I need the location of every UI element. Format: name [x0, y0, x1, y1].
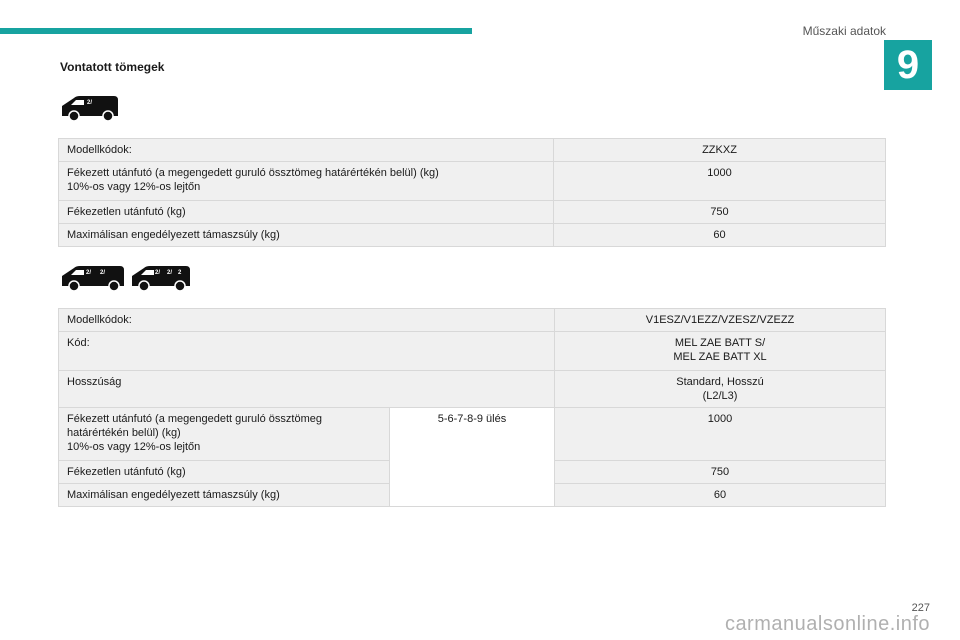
row-label: Fékezett utánfutó (a megengedett guruló össztömeg határértékén belül) (kg) 10%-os vagy 12%-os lejtőn [59, 408, 390, 461]
row-value: 1000 [554, 162, 886, 201]
row-value: MEL ZAE BATT S/ MEL ZAE BATT XL [555, 332, 886, 371]
svg-text:2/: 2/ [155, 270, 161, 276]
table-row [59, 371, 886, 408]
chapter-badge: 9 [884, 40, 932, 90]
header-accent-bar [0, 28, 472, 34]
row-value: 1000 [555, 408, 886, 461]
van-long-icon [60, 264, 126, 292]
svg-text:2/: 2/ [87, 100, 93, 106]
svg-text:2/: 2/ [167, 270, 173, 276]
row-value: 60 [555, 484, 886, 507]
table-row [59, 162, 886, 201]
svg-text:2/: 2/ [100, 270, 106, 276]
table-row [59, 139, 886, 162]
table-row [59, 201, 886, 224]
row-label: Fékezetlen utánfutó (kg) [59, 461, 390, 484]
row-value: ZZKXZ [554, 139, 886, 162]
row-value: 750 [554, 201, 886, 224]
towing-table-1 [58, 138, 886, 247]
svg-text:2/: 2/ [86, 270, 92, 276]
watermark: carmanualsonline.info [724, 613, 930, 635]
row-label: Fékezett utánfutó (a megengedett guruló össztömeg határértékén belül) (kg) 10%-os vagy 12%-os lejtőn [59, 162, 554, 201]
seats-cell: 5-6-7-8-9 ülés [390, 408, 555, 507]
table-row [59, 224, 886, 247]
row-label: Maximálisan engedélyezett támaszsúly (kg) [59, 484, 390, 507]
svg-text:2: 2 [178, 270, 182, 276]
van-extra-long-icon [130, 264, 192, 292]
table-row [59, 408, 886, 461]
table-row [59, 309, 886, 332]
row-label: Fékezetlen utánfutó (kg) [59, 201, 554, 224]
page-heading: Vontatott tömegek [60, 60, 165, 74]
row-label: Kód: [59, 332, 555, 371]
table-row [59, 332, 886, 371]
row-value: Standard, Hosszú (L2/L3) [555, 371, 886, 408]
row-label: Modellkódok: [59, 309, 555, 332]
row-label: Maximálisan engedélyezett támaszsúly (kg) [59, 224, 554, 247]
page-number: 227 [911, 602, 930, 614]
section-title: Műszaki adatok [802, 24, 886, 38]
row-label: Hosszúság [59, 371, 555, 408]
row-label: Modellkódok: [59, 139, 554, 162]
van-short-icon [60, 94, 122, 122]
towing-table-2 [58, 308, 886, 507]
row-value: 750 [555, 461, 886, 484]
row-value: 60 [554, 224, 886, 247]
row-value: V1ESZ/V1EZZ/VZESZ/VZEZZ [555, 309, 886, 332]
